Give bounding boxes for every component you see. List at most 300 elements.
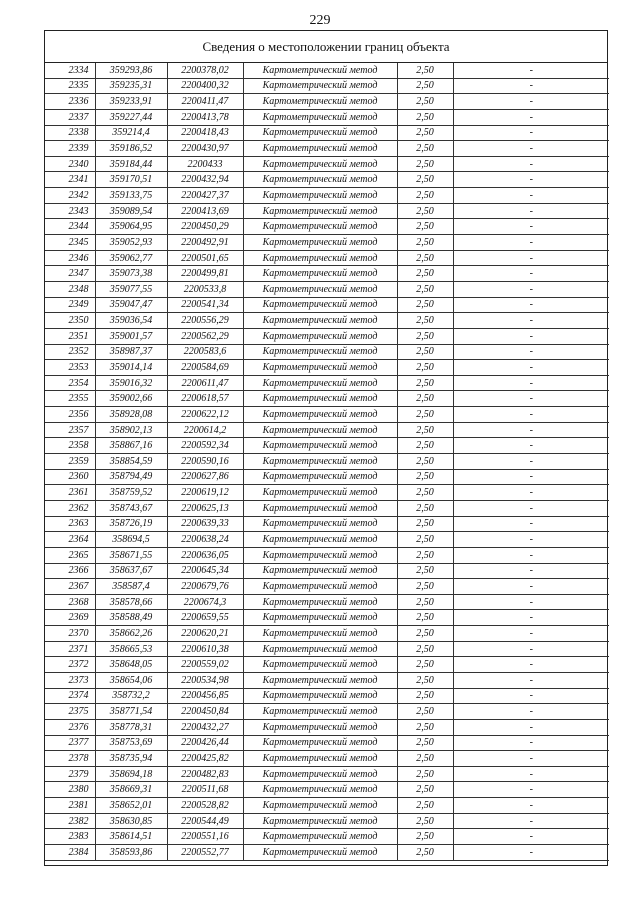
y-coordinate-cell: 2200427,37 xyxy=(167,188,243,204)
point-number-cell: 2361 xyxy=(45,485,95,501)
y-coordinate-cell: 2200418,43 xyxy=(167,125,243,141)
point-number-cell: 2377 xyxy=(45,735,95,751)
precision-cell: 2,50 xyxy=(397,516,453,532)
point-number-cell: 2378 xyxy=(45,751,95,767)
table-row xyxy=(45,203,609,219)
x-coordinate-cell: 358637,67 xyxy=(95,563,167,579)
table-row xyxy=(45,704,609,720)
point-number-cell: 2360 xyxy=(45,469,95,485)
method-cell: Картометрический метод xyxy=(243,63,397,78)
y-coordinate-cell: 2200411,47 xyxy=(167,94,243,110)
point-number-cell: 2368 xyxy=(45,594,95,610)
precision-cell: 2,50 xyxy=(397,203,453,219)
precision-cell: 2,50 xyxy=(397,109,453,125)
description-cell: - xyxy=(453,141,609,157)
description-cell: - xyxy=(453,235,609,251)
y-coordinate-cell: 2200400,32 xyxy=(167,78,243,94)
description-cell: - xyxy=(453,485,609,501)
point-number-cell: 2335 xyxy=(45,78,95,94)
table-row xyxy=(45,532,609,548)
point-number-cell: 2348 xyxy=(45,281,95,297)
x-coordinate-cell: 358587,4 xyxy=(95,579,167,595)
table-row xyxy=(45,266,609,282)
table-row xyxy=(45,141,609,157)
x-coordinate-cell: 359062,77 xyxy=(95,250,167,266)
precision-cell: 2,50 xyxy=(397,125,453,141)
table-row xyxy=(45,156,609,172)
y-coordinate-cell: 2200592,34 xyxy=(167,438,243,454)
description-cell: - xyxy=(453,94,609,110)
method-cell: Картометрический метод xyxy=(243,360,397,376)
y-coordinate-cell: 2200432,27 xyxy=(167,719,243,735)
description-cell: - xyxy=(453,563,609,579)
table-row xyxy=(45,641,609,657)
description-cell: - xyxy=(453,172,609,188)
point-number-cell: 2371 xyxy=(45,641,95,657)
method-cell: Картометрический метод xyxy=(243,438,397,454)
precision-cell: 2,50 xyxy=(397,798,453,814)
description-cell: - xyxy=(453,657,609,673)
point-number-cell: 2340 xyxy=(45,156,95,172)
table-row xyxy=(45,594,609,610)
precision-cell: 2,50 xyxy=(397,813,453,829)
point-number-cell: 2373 xyxy=(45,672,95,688)
y-coordinate-cell: 2200450,29 xyxy=(167,219,243,235)
table-row xyxy=(45,813,609,829)
table-row xyxy=(45,391,609,407)
x-coordinate-cell: 359233,91 xyxy=(95,94,167,110)
description-cell: - xyxy=(453,766,609,782)
point-number-cell: 2381 xyxy=(45,798,95,814)
description-cell: - xyxy=(453,735,609,751)
y-coordinate-cell: 2200552,77 xyxy=(167,845,243,861)
y-coordinate-cell: 2200425,82 xyxy=(167,751,243,767)
point-number-cell: 2359 xyxy=(45,454,95,470)
precision-cell: 2,50 xyxy=(397,391,453,407)
y-coordinate-cell: 2200559,02 xyxy=(167,657,243,673)
method-cell: Картометрический метод xyxy=(243,704,397,720)
precision-cell: 2,50 xyxy=(397,641,453,657)
y-coordinate-cell: 2200618,57 xyxy=(167,391,243,407)
y-coordinate-cell: 2200544,49 xyxy=(167,813,243,829)
description-cell: - xyxy=(453,407,609,423)
x-coordinate-cell: 359184,44 xyxy=(95,156,167,172)
x-coordinate-cell: 359089,54 xyxy=(95,203,167,219)
method-cell: Картометрический метод xyxy=(243,297,397,313)
method-cell: Картометрический метод xyxy=(243,657,397,673)
description-cell: - xyxy=(453,281,609,297)
precision-cell: 2,50 xyxy=(397,438,453,454)
method-cell: Картометрический метод xyxy=(243,109,397,125)
description-cell: - xyxy=(453,500,609,516)
description-cell: - xyxy=(453,78,609,94)
table-row xyxy=(45,735,609,751)
method-cell: Картометрический метод xyxy=(243,125,397,141)
table-row xyxy=(45,328,609,344)
x-coordinate-cell: 359014,14 xyxy=(95,360,167,376)
x-coordinate-cell: 359052,93 xyxy=(95,235,167,251)
point-number-cell: 2345 xyxy=(45,235,95,251)
table-row xyxy=(45,438,609,454)
precision-cell: 2,50 xyxy=(397,500,453,516)
point-number-cell: 2350 xyxy=(45,313,95,329)
x-coordinate-cell: 358671,55 xyxy=(95,547,167,563)
method-cell: Картометрический метод xyxy=(243,532,397,548)
x-coordinate-cell: 358778,31 xyxy=(95,719,167,735)
table-row xyxy=(45,688,609,704)
precision-cell: 2,50 xyxy=(397,172,453,188)
method-cell: Картометрический метод xyxy=(243,516,397,532)
y-coordinate-cell: 2200639,33 xyxy=(167,516,243,532)
method-cell: Картометрический метод xyxy=(243,250,397,266)
description-cell: - xyxy=(453,360,609,376)
description-cell: - xyxy=(453,594,609,610)
method-cell: Картометрический метод xyxy=(243,845,397,861)
table-row xyxy=(45,125,609,141)
y-coordinate-cell: 2200450,84 xyxy=(167,704,243,720)
precision-cell: 2,50 xyxy=(397,422,453,438)
x-coordinate-cell: 358726,19 xyxy=(95,516,167,532)
table-row xyxy=(45,219,609,235)
table-row xyxy=(45,563,609,579)
precision-cell: 2,50 xyxy=(397,735,453,751)
precision-cell: 2,50 xyxy=(397,63,453,78)
precision-cell: 2,50 xyxy=(397,94,453,110)
point-number-cell: 2351 xyxy=(45,328,95,344)
description-cell: - xyxy=(453,579,609,595)
x-coordinate-cell: 359170,51 xyxy=(95,172,167,188)
y-coordinate-cell: 2200659,55 xyxy=(167,610,243,626)
table-row xyxy=(45,500,609,516)
precision-cell: 2,50 xyxy=(397,672,453,688)
table-row xyxy=(45,626,609,642)
description-cell: - xyxy=(453,454,609,470)
precision-cell: 2,50 xyxy=(397,579,453,595)
method-cell: Картометрический метод xyxy=(243,688,397,704)
method-cell: Картометрический метод xyxy=(243,594,397,610)
description-cell: - xyxy=(453,829,609,845)
precision-cell: 2,50 xyxy=(397,235,453,251)
method-cell: Картометрический метод xyxy=(243,203,397,219)
description-cell: - xyxy=(453,719,609,735)
table-row xyxy=(45,297,609,313)
method-cell: Картометрический метод xyxy=(243,641,397,657)
method-cell: Картометрический метод xyxy=(243,766,397,782)
description-cell: - xyxy=(453,672,609,688)
precision-cell: 2,50 xyxy=(397,219,453,235)
x-coordinate-cell: 358669,31 xyxy=(95,782,167,798)
precision-cell: 2,50 xyxy=(397,297,453,313)
precision-cell: 2,50 xyxy=(397,829,453,845)
point-number-cell: 2357 xyxy=(45,422,95,438)
description-cell: - xyxy=(453,203,609,219)
point-number-cell: 2382 xyxy=(45,813,95,829)
point-number-cell: 2336 xyxy=(45,94,95,110)
method-cell: Картометрический метод xyxy=(243,328,397,344)
y-coordinate-cell: 2200625,13 xyxy=(167,500,243,516)
method-cell: Картометрический метод xyxy=(243,281,397,297)
x-coordinate-cell: 359016,32 xyxy=(95,375,167,391)
description-cell: - xyxy=(453,751,609,767)
y-coordinate-cell: 2200638,24 xyxy=(167,532,243,548)
y-coordinate-cell: 2200556,29 xyxy=(167,313,243,329)
table-row xyxy=(45,829,609,845)
description-cell: - xyxy=(453,344,609,360)
precision-cell: 2,50 xyxy=(397,532,453,548)
point-number-cell: 2379 xyxy=(45,766,95,782)
x-coordinate-cell: 359047,47 xyxy=(95,297,167,313)
description-cell: - xyxy=(453,813,609,829)
method-cell: Картометрический метод xyxy=(243,579,397,595)
y-coordinate-cell: 2200610,38 xyxy=(167,641,243,657)
x-coordinate-cell: 358578,66 xyxy=(95,594,167,610)
precision-cell: 2,50 xyxy=(397,719,453,735)
point-number-cell: 2374 xyxy=(45,688,95,704)
table-row xyxy=(45,610,609,626)
y-coordinate-cell: 2200533,8 xyxy=(167,281,243,297)
point-number-cell: 2338 xyxy=(45,125,95,141)
y-coordinate-cell: 2200492,91 xyxy=(167,235,243,251)
method-cell: Картометрический метод xyxy=(243,94,397,110)
precision-cell: 2,50 xyxy=(397,766,453,782)
method-cell: Картометрический метод xyxy=(243,782,397,798)
method-cell: Картометрический метод xyxy=(243,829,397,845)
x-coordinate-cell: 358593,86 xyxy=(95,845,167,861)
description-cell: - xyxy=(453,250,609,266)
y-coordinate-cell: 2200590,16 xyxy=(167,454,243,470)
y-coordinate-cell: 2200433 xyxy=(167,156,243,172)
precision-cell: 2,50 xyxy=(397,657,453,673)
method-cell: Картометрический метод xyxy=(243,141,397,157)
method-cell: Картометрический метод xyxy=(243,751,397,767)
point-number-cell: 2337 xyxy=(45,109,95,125)
x-coordinate-cell: 358654,06 xyxy=(95,672,167,688)
x-coordinate-cell: 358694,18 xyxy=(95,766,167,782)
point-number-cell: 2383 xyxy=(45,829,95,845)
precision-cell: 2,50 xyxy=(397,141,453,157)
method-cell: Картометрический метод xyxy=(243,547,397,563)
precision-cell: 2,50 xyxy=(397,704,453,720)
point-number-cell: 2380 xyxy=(45,782,95,798)
method-cell: Картометрический метод xyxy=(243,235,397,251)
description-cell: - xyxy=(453,375,609,391)
point-number-cell: 2369 xyxy=(45,610,95,626)
description-cell: - xyxy=(453,63,609,78)
x-coordinate-cell: 358662,26 xyxy=(95,626,167,642)
x-coordinate-cell: 358771,54 xyxy=(95,704,167,720)
y-coordinate-cell: 2200627,86 xyxy=(167,469,243,485)
y-coordinate-cell: 2200674,3 xyxy=(167,594,243,610)
description-cell: - xyxy=(453,188,609,204)
table-row xyxy=(45,281,609,297)
description-cell: - xyxy=(453,438,609,454)
point-number-cell: 2343 xyxy=(45,203,95,219)
y-coordinate-cell: 2200499,81 xyxy=(167,266,243,282)
table-row xyxy=(45,344,609,360)
description-cell: - xyxy=(453,688,609,704)
method-cell: Картометрический метод xyxy=(243,344,397,360)
description-cell: - xyxy=(453,313,609,329)
point-number-cell: 2344 xyxy=(45,219,95,235)
description-cell: - xyxy=(453,782,609,798)
x-coordinate-cell: 358759,52 xyxy=(95,485,167,501)
precision-cell: 2,50 xyxy=(397,250,453,266)
point-number-cell: 2367 xyxy=(45,579,95,595)
point-number-cell: 2356 xyxy=(45,407,95,423)
description-cell: - xyxy=(453,610,609,626)
x-coordinate-cell: 358614,51 xyxy=(95,829,167,845)
x-coordinate-cell: 358630,85 xyxy=(95,813,167,829)
y-coordinate-cell: 2200432,94 xyxy=(167,172,243,188)
y-coordinate-cell: 2200622,12 xyxy=(167,407,243,423)
y-coordinate-cell: 2200611,47 xyxy=(167,375,243,391)
precision-cell: 2,50 xyxy=(397,281,453,297)
description-cell: - xyxy=(453,641,609,657)
y-coordinate-cell: 2200456,85 xyxy=(167,688,243,704)
table-row xyxy=(45,516,609,532)
y-coordinate-cell: 2200511,68 xyxy=(167,782,243,798)
y-coordinate-cell: 2200378,02 xyxy=(167,63,243,78)
description-cell: - xyxy=(453,219,609,235)
method-cell: Картометрический метод xyxy=(243,500,397,516)
point-number-cell: 2364 xyxy=(45,532,95,548)
table-row xyxy=(45,547,609,563)
table-row xyxy=(45,845,609,861)
point-number-cell: 2347 xyxy=(45,266,95,282)
point-number-cell: 2342 xyxy=(45,188,95,204)
x-coordinate-cell: 359227,44 xyxy=(95,109,167,125)
x-coordinate-cell: 358694,5 xyxy=(95,532,167,548)
description-cell: - xyxy=(453,266,609,282)
method-cell: Картометрический метод xyxy=(243,407,397,423)
method-cell: Картометрический метод xyxy=(243,188,397,204)
y-coordinate-cell: 2200583,6 xyxy=(167,344,243,360)
table-row xyxy=(45,375,609,391)
table-row xyxy=(45,719,609,735)
point-number-cell: 2376 xyxy=(45,719,95,735)
y-coordinate-cell: 2200528,82 xyxy=(167,798,243,814)
description-cell: - xyxy=(453,125,609,141)
description-cell: - xyxy=(453,109,609,125)
x-coordinate-cell: 358743,67 xyxy=(95,500,167,516)
x-coordinate-cell: 358665,53 xyxy=(95,641,167,657)
method-cell: Картометрический метод xyxy=(243,610,397,626)
description-cell: - xyxy=(453,547,609,563)
x-coordinate-cell: 359064,95 xyxy=(95,219,167,235)
point-number-cell: 2365 xyxy=(45,547,95,563)
table-row xyxy=(45,657,609,673)
point-number-cell: 2358 xyxy=(45,438,95,454)
x-coordinate-cell: 359036,54 xyxy=(95,313,167,329)
precision-cell: 2,50 xyxy=(397,188,453,204)
description-cell: - xyxy=(453,422,609,438)
description-cell: - xyxy=(453,532,609,548)
method-cell: Картометрический метод xyxy=(243,735,397,751)
x-coordinate-cell: 358987,37 xyxy=(95,344,167,360)
table-row xyxy=(45,313,609,329)
x-coordinate-cell: 359235,31 xyxy=(95,78,167,94)
method-cell: Картометрический метод xyxy=(243,313,397,329)
precision-cell: 2,50 xyxy=(397,751,453,767)
method-cell: Картометрический метод xyxy=(243,719,397,735)
description-cell: - xyxy=(453,798,609,814)
precision-cell: 2,50 xyxy=(397,563,453,579)
y-coordinate-cell: 2200426,44 xyxy=(167,735,243,751)
description-cell: - xyxy=(453,516,609,532)
y-coordinate-cell: 2200482,83 xyxy=(167,766,243,782)
x-coordinate-cell: 358794,49 xyxy=(95,469,167,485)
table-row xyxy=(45,469,609,485)
method-cell: Картометрический метод xyxy=(243,798,397,814)
table-row xyxy=(45,250,609,266)
coordinates-table-body xyxy=(45,63,609,860)
precision-cell: 2,50 xyxy=(397,156,453,172)
table-row xyxy=(45,172,609,188)
y-coordinate-cell: 2200413,78 xyxy=(167,109,243,125)
precision-cell: 2,50 xyxy=(397,313,453,329)
y-coordinate-cell: 2200551,16 xyxy=(167,829,243,845)
x-coordinate-cell: 359002,66 xyxy=(95,391,167,407)
y-coordinate-cell: 2200562,29 xyxy=(167,328,243,344)
table-row xyxy=(45,109,609,125)
y-coordinate-cell: 2200501,65 xyxy=(167,250,243,266)
precision-cell: 2,50 xyxy=(397,594,453,610)
x-coordinate-cell: 358732,2 xyxy=(95,688,167,704)
method-cell: Картометрический метод xyxy=(243,375,397,391)
y-coordinate-cell: 2200584,69 xyxy=(167,360,243,376)
description-cell: - xyxy=(453,626,609,642)
table-row xyxy=(45,94,609,110)
table-row xyxy=(45,782,609,798)
method-cell: Картометрический метод xyxy=(243,391,397,407)
point-number-cell: 2363 xyxy=(45,516,95,532)
method-cell: Картометрический метод xyxy=(243,266,397,282)
y-coordinate-cell: 2200413,69 xyxy=(167,203,243,219)
point-number-cell: 2370 xyxy=(45,626,95,642)
description-cell: - xyxy=(453,704,609,720)
coordinates-table xyxy=(45,63,609,861)
method-cell: Картометрический метод xyxy=(243,485,397,501)
description-cell: - xyxy=(453,297,609,313)
table-row xyxy=(45,78,609,94)
boundary-table-frame xyxy=(44,30,608,866)
x-coordinate-cell: 358867,16 xyxy=(95,438,167,454)
point-number-cell: 2346 xyxy=(45,250,95,266)
method-cell: Картометрический метод xyxy=(243,78,397,94)
table-row xyxy=(45,798,609,814)
x-coordinate-cell: 359073,38 xyxy=(95,266,167,282)
precision-cell: 2,50 xyxy=(397,266,453,282)
x-coordinate-cell: 358735,94 xyxy=(95,751,167,767)
method-cell: Картометрический метод xyxy=(243,469,397,485)
point-number-cell: 2375 xyxy=(45,704,95,720)
precision-cell: 2,50 xyxy=(397,78,453,94)
x-coordinate-cell: 358854,59 xyxy=(95,454,167,470)
description-cell: - xyxy=(453,845,609,861)
point-number-cell: 2384 xyxy=(45,845,95,861)
x-coordinate-cell: 359293,86 xyxy=(95,63,167,78)
table-row xyxy=(45,672,609,688)
method-cell: Картометрический метод xyxy=(243,563,397,579)
description-cell: - xyxy=(453,328,609,344)
table-row xyxy=(45,766,609,782)
table-row xyxy=(45,407,609,423)
y-coordinate-cell: 2200534,98 xyxy=(167,672,243,688)
precision-cell: 2,50 xyxy=(397,626,453,642)
table-row xyxy=(45,422,609,438)
table-title: Сведения о местоположении границ объекта xyxy=(45,31,607,63)
precision-cell: 2,50 xyxy=(397,485,453,501)
